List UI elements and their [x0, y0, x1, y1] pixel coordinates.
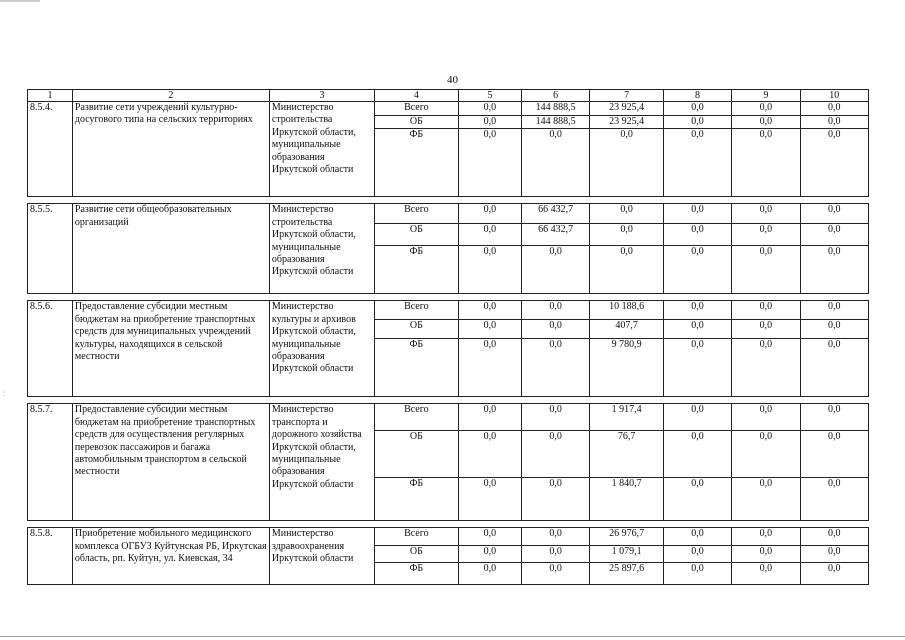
- amount-cell: 76,7: [590, 431, 663, 478]
- amount-cell: 0,0: [458, 301, 521, 320]
- entry-executor: Министерство культуры и архивов Иркутской области, муниципальные образования Иркутской области: [269, 301, 374, 397]
- amount-cell: 0,0: [663, 204, 731, 224]
- amount-cell: 0,0: [663, 102, 731, 116]
- section-gap-cell: [28, 397, 869, 404]
- amount-cell: 0,0: [732, 528, 800, 546]
- amount-cell: 0,0: [663, 339, 731, 397]
- header-cell: 3: [269, 90, 374, 102]
- header-cell: 2: [72, 90, 269, 102]
- amount-cell: 0,0: [800, 204, 868, 224]
- entry-executor: Министерство строительства Иркутской области, муниципальные образования Иркутской области: [269, 102, 374, 197]
- amount-cell: 25 897,6: [590, 563, 663, 585]
- scan-edge-top: [0, 0, 40, 2]
- funding-source: Всего: [375, 404, 459, 431]
- section-gap-cell: [28, 197, 869, 204]
- margin-mark: :: [3, 388, 6, 398]
- header-cell: 6: [521, 90, 589, 102]
- amount-cell: 0,0: [732, 102, 800, 116]
- entry-title: Предоставление субсидии местным бюджетам на приобретение транспортных средств для осуществления регулярных перевозок пассажиров и багажа автомобильным транспортом в сельской местности: [72, 404, 269, 521]
- amount-cell: 144 888,5: [521, 102, 589, 116]
- amount-cell: 0,0: [800, 431, 868, 478]
- amount-cell: 0,0: [663, 129, 731, 197]
- amount-cell: 0,0: [663, 528, 731, 546]
- amount-cell: 0,0: [800, 404, 868, 431]
- header-cell: 8: [663, 90, 731, 102]
- amount-cell: 0,0: [800, 339, 868, 397]
- amount-cell: 0,0: [800, 301, 868, 320]
- amount-cell: 1 840,7: [590, 478, 663, 521]
- page-number: 40: [447, 74, 458, 86]
- amount-cell: 0,0: [800, 563, 868, 585]
- funding-source: ФБ: [375, 563, 459, 585]
- header-row: [28, 90, 869, 102]
- funding-source: ОБ: [375, 224, 459, 246]
- amount-cell: 0,0: [663, 116, 731, 129]
- amount-cell: 0,0: [458, 546, 521, 563]
- funding-source: ОБ: [375, 320, 459, 339]
- amount-cell: 0,0: [521, 404, 589, 431]
- budget-table: [27, 89, 869, 585]
- header-cell: 5: [458, 90, 521, 102]
- amount-cell: 0,0: [800, 224, 868, 246]
- funding-source: ОБ: [375, 546, 459, 563]
- amount-cell: 66 432,7: [521, 224, 589, 246]
- entry-executor: Министерство здравоохранения Иркутской области: [269, 528, 374, 585]
- entry-title: Предоставление субсидии местным бюджетам на приобретение транспортных средств для муниципальных учреждений культуры, находящихся в сельской местности: [72, 301, 269, 397]
- amount-cell: 0,0: [800, 129, 868, 197]
- amount-cell: 0,0: [663, 478, 731, 521]
- amount-cell: 0,0: [521, 320, 589, 339]
- table-row: [28, 102, 869, 116]
- amount-cell: 0,0: [732, 546, 800, 563]
- table-row: [28, 528, 869, 546]
- entry-title: Приобретение мобильного медицинского комплекса ОГБУЗ Куйтунская РБ, Иркутская область, рп. Куйтун, ул. Киевская, 34: [72, 528, 269, 585]
- table-row: [28, 404, 869, 431]
- amount-cell: 0,0: [521, 301, 589, 320]
- amount-cell: 0,0: [732, 431, 800, 478]
- amount-cell: 0,0: [732, 478, 800, 521]
- entry-code: 8.5.6.: [28, 301, 73, 397]
- header-cell: 9: [732, 90, 800, 102]
- amount-cell: 0,0: [590, 246, 663, 294]
- entry-code: 8.5.5.: [28, 204, 73, 294]
- amount-cell: 0,0: [663, 563, 731, 585]
- amount-cell: 0,0: [732, 563, 800, 585]
- amount-cell: 0,0: [663, 404, 731, 431]
- amount-cell: 0,0: [458, 129, 521, 197]
- amount-cell: 0,0: [521, 528, 589, 546]
- entry-title: Развитие сети общеобразовательных организаций: [72, 204, 269, 294]
- amount-cell: 0,0: [732, 246, 800, 294]
- amount-cell: 0,0: [458, 246, 521, 294]
- amount-cell: 0,0: [732, 339, 800, 397]
- header-cell: 4: [375, 90, 459, 102]
- amount-cell: 0,0: [800, 102, 868, 116]
- amount-cell: 0,0: [732, 204, 800, 224]
- amount-cell: 0,0: [521, 339, 589, 397]
- amount-cell: 0,0: [663, 546, 731, 563]
- entry-code: 8.5.8.: [28, 528, 73, 585]
- amount-cell: 66 432,7: [521, 204, 589, 224]
- section-gap-cell: [28, 294, 869, 301]
- amount-cell: 0,0: [800, 528, 868, 546]
- amount-cell: 26 976,7: [590, 528, 663, 546]
- header-cell: 7: [590, 90, 663, 102]
- amount-cell: 0,0: [458, 204, 521, 224]
- funding-source: Всего: [375, 204, 459, 224]
- entry-executor: Министерство транспорта и дорожного хозяйства Иркутской области, муниципальные образования Иркутской области: [269, 404, 374, 521]
- entry-code: 8.5.4.: [28, 102, 73, 197]
- amount-cell: 1 917,4: [590, 404, 663, 431]
- funding-source: Всего: [375, 301, 459, 320]
- funding-source: ОБ: [375, 116, 459, 129]
- amount-cell: 0,0: [590, 224, 663, 246]
- amount-cell: 0,0: [732, 301, 800, 320]
- amount-cell: 0,0: [732, 129, 800, 197]
- amount-cell: 0,0: [800, 478, 868, 521]
- amount-cell: 0,0: [521, 563, 589, 585]
- amount-cell: 0,0: [458, 478, 521, 521]
- header-cell: 1: [28, 90, 73, 102]
- amount-cell: 0,0: [458, 563, 521, 585]
- entry-title: Развитие сети учреждений культурно-досугового типа на сельских территориях: [72, 102, 269, 197]
- amount-cell: 0,0: [590, 129, 663, 197]
- funding-source: Всего: [375, 528, 459, 546]
- amount-cell: 0,0: [458, 224, 521, 246]
- amount-cell: 10 188,6: [590, 301, 663, 320]
- amount-cell: 0,0: [458, 528, 521, 546]
- funding-source: ФБ: [375, 339, 459, 397]
- amount-cell: 0,0: [800, 546, 868, 563]
- amount-cell: 0,0: [663, 301, 731, 320]
- section-gap-cell: [28, 521, 869, 528]
- amount-cell: 0,0: [800, 116, 868, 129]
- amount-cell: 0,0: [732, 320, 800, 339]
- amount-cell: 0,0: [521, 546, 589, 563]
- table-row: [28, 301, 869, 320]
- amount-cell: 0,0: [590, 204, 663, 224]
- amount-cell: 0,0: [663, 224, 731, 246]
- amount-cell: 0,0: [732, 404, 800, 431]
- amount-cell: 0,0: [521, 246, 589, 294]
- amount-cell: 407,7: [590, 320, 663, 339]
- amount-cell: 0,0: [663, 246, 731, 294]
- amount-cell: 0,0: [732, 116, 800, 129]
- amount-cell: 9 780,9: [590, 339, 663, 397]
- scan-edge-bottom: [0, 636, 905, 637]
- amount-cell: 0,0: [521, 129, 589, 197]
- entry-code: 8.5.7.: [28, 404, 73, 521]
- header-cell: 10: [800, 90, 868, 102]
- amount-cell: 0,0: [663, 320, 731, 339]
- funding-source: ФБ: [375, 246, 459, 294]
- amount-cell: 0,0: [800, 246, 868, 294]
- section-gap: [28, 397, 869, 404]
- funding-source: ФБ: [375, 129, 459, 197]
- section-gap: [28, 521, 869, 528]
- amount-cell: 23 925,4: [590, 102, 663, 116]
- amount-cell: 0,0: [732, 224, 800, 246]
- amount-cell: 0,0: [521, 431, 589, 478]
- funding-source: ОБ: [375, 431, 459, 478]
- amount-cell: 23 925,4: [590, 116, 663, 129]
- funding-source: ФБ: [375, 478, 459, 521]
- table-row: [28, 204, 869, 224]
- amount-cell: 0,0: [521, 478, 589, 521]
- amount-cell: 0,0: [458, 431, 521, 478]
- section-gap: [28, 294, 869, 301]
- amount-cell: 1 079,1: [590, 546, 663, 563]
- amount-cell: 0,0: [458, 404, 521, 431]
- amount-cell: 0,0: [458, 320, 521, 339]
- entry-executor: Министерство строительства Иркутской области, муниципальные образования Иркутской области: [269, 204, 374, 294]
- amount-cell: 0,0: [663, 431, 731, 478]
- amount-cell: 0,0: [458, 102, 521, 116]
- section-gap: [28, 197, 869, 204]
- amount-cell: 0,0: [458, 339, 521, 397]
- amount-cell: 0,0: [458, 116, 521, 129]
- funding-source: Всего: [375, 102, 459, 116]
- amount-cell: 144 888,5: [521, 116, 589, 129]
- amount-cell: 0,0: [800, 320, 868, 339]
